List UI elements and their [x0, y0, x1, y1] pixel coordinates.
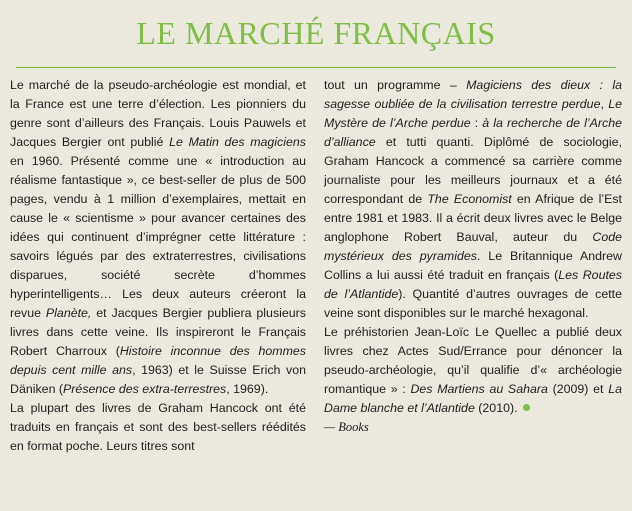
right-paragraph-1: tout un programme – Magiciens des dieux : la sagesse oubliée de la civilisation terrestre perdue, Le Mystère de l’Arche perdue : à la recherche de l’Arche d’alliance et tutti quanti. Diplômé de sociologie, Graham Hancock a commencé sa carrière comme journaliste pour les meilleurs journaux et a été correspondant de The Economist en Afrique de l’Est entre 1981 et 1983. Il a écrit deux livres avec le Belge anglophone Robert Bauval, auteur du Code mystérieux des pyramides. Le Britannique Andrew Collins a lui aussi été traduit en français (Les Routes de l’Atlantide). Quantité d’autres ouvrages de cette veine sont disponibles sur le marché hexagonal. — [324, 78, 623, 320]
right-column — [324, 76, 622, 437]
left-paragraph-2: La plupart des livres de Graham Hancock ont été traduits en français et sont des best-sellers réédités en format poche. Leurs titres sont — [10, 401, 306, 453]
left-paragraph-1: Le marché de la pseudo-archéologie est mondial, et la France est une terre d’élection. Les pionniers du genre sont d’ailleurs des Français. Louis Pauwels et Jacques Bergier ont publié Le Matin des magiciens en 1960. Présenté comme une « introduction au réalisme fantastique », ce best-seller de plus de 500 pages, vendu à 1 million d’exemplaires, mettait en cause le « scientisme » pour avancer certaines des idées qui continuent d’imprégner cette littérature : savoirs légués par des extraterrestres, civilisations disparues, société secrète d’hommes hyperintelligents… Les deux auteurs créeront la revue Planète, et Jacques Bergier publiera plusieurs livres dans cette veine. Ils inspireront le Français Robert Charroux (Histoire inconnue des hommes depuis cent mille ans, 1963) et le Suisse Erich von Däniken (Présence des extra-terrestres, 1969). — [10, 78, 306, 396]
source-signature: — Books — [324, 420, 369, 434]
right-paragraph-2: Le préhistorien Jean-Loïc Le Quellec a publié deux livres chez Actes Sud/Errance pour dénoncer la pseudo-archéologie, qu’il qualifie d’« archéologie romantique » : Des Martiens au Sahara (2009) et La Dame blanche et l’Atlantide (2010). — [324, 325, 622, 415]
title-divider — [16, 67, 616, 68]
end-of-article-dot-icon — [523, 404, 530, 411]
article-title: LE MARCHÉ FRANÇAIS — [136, 15, 496, 51]
left-column — [10, 76, 306, 456]
